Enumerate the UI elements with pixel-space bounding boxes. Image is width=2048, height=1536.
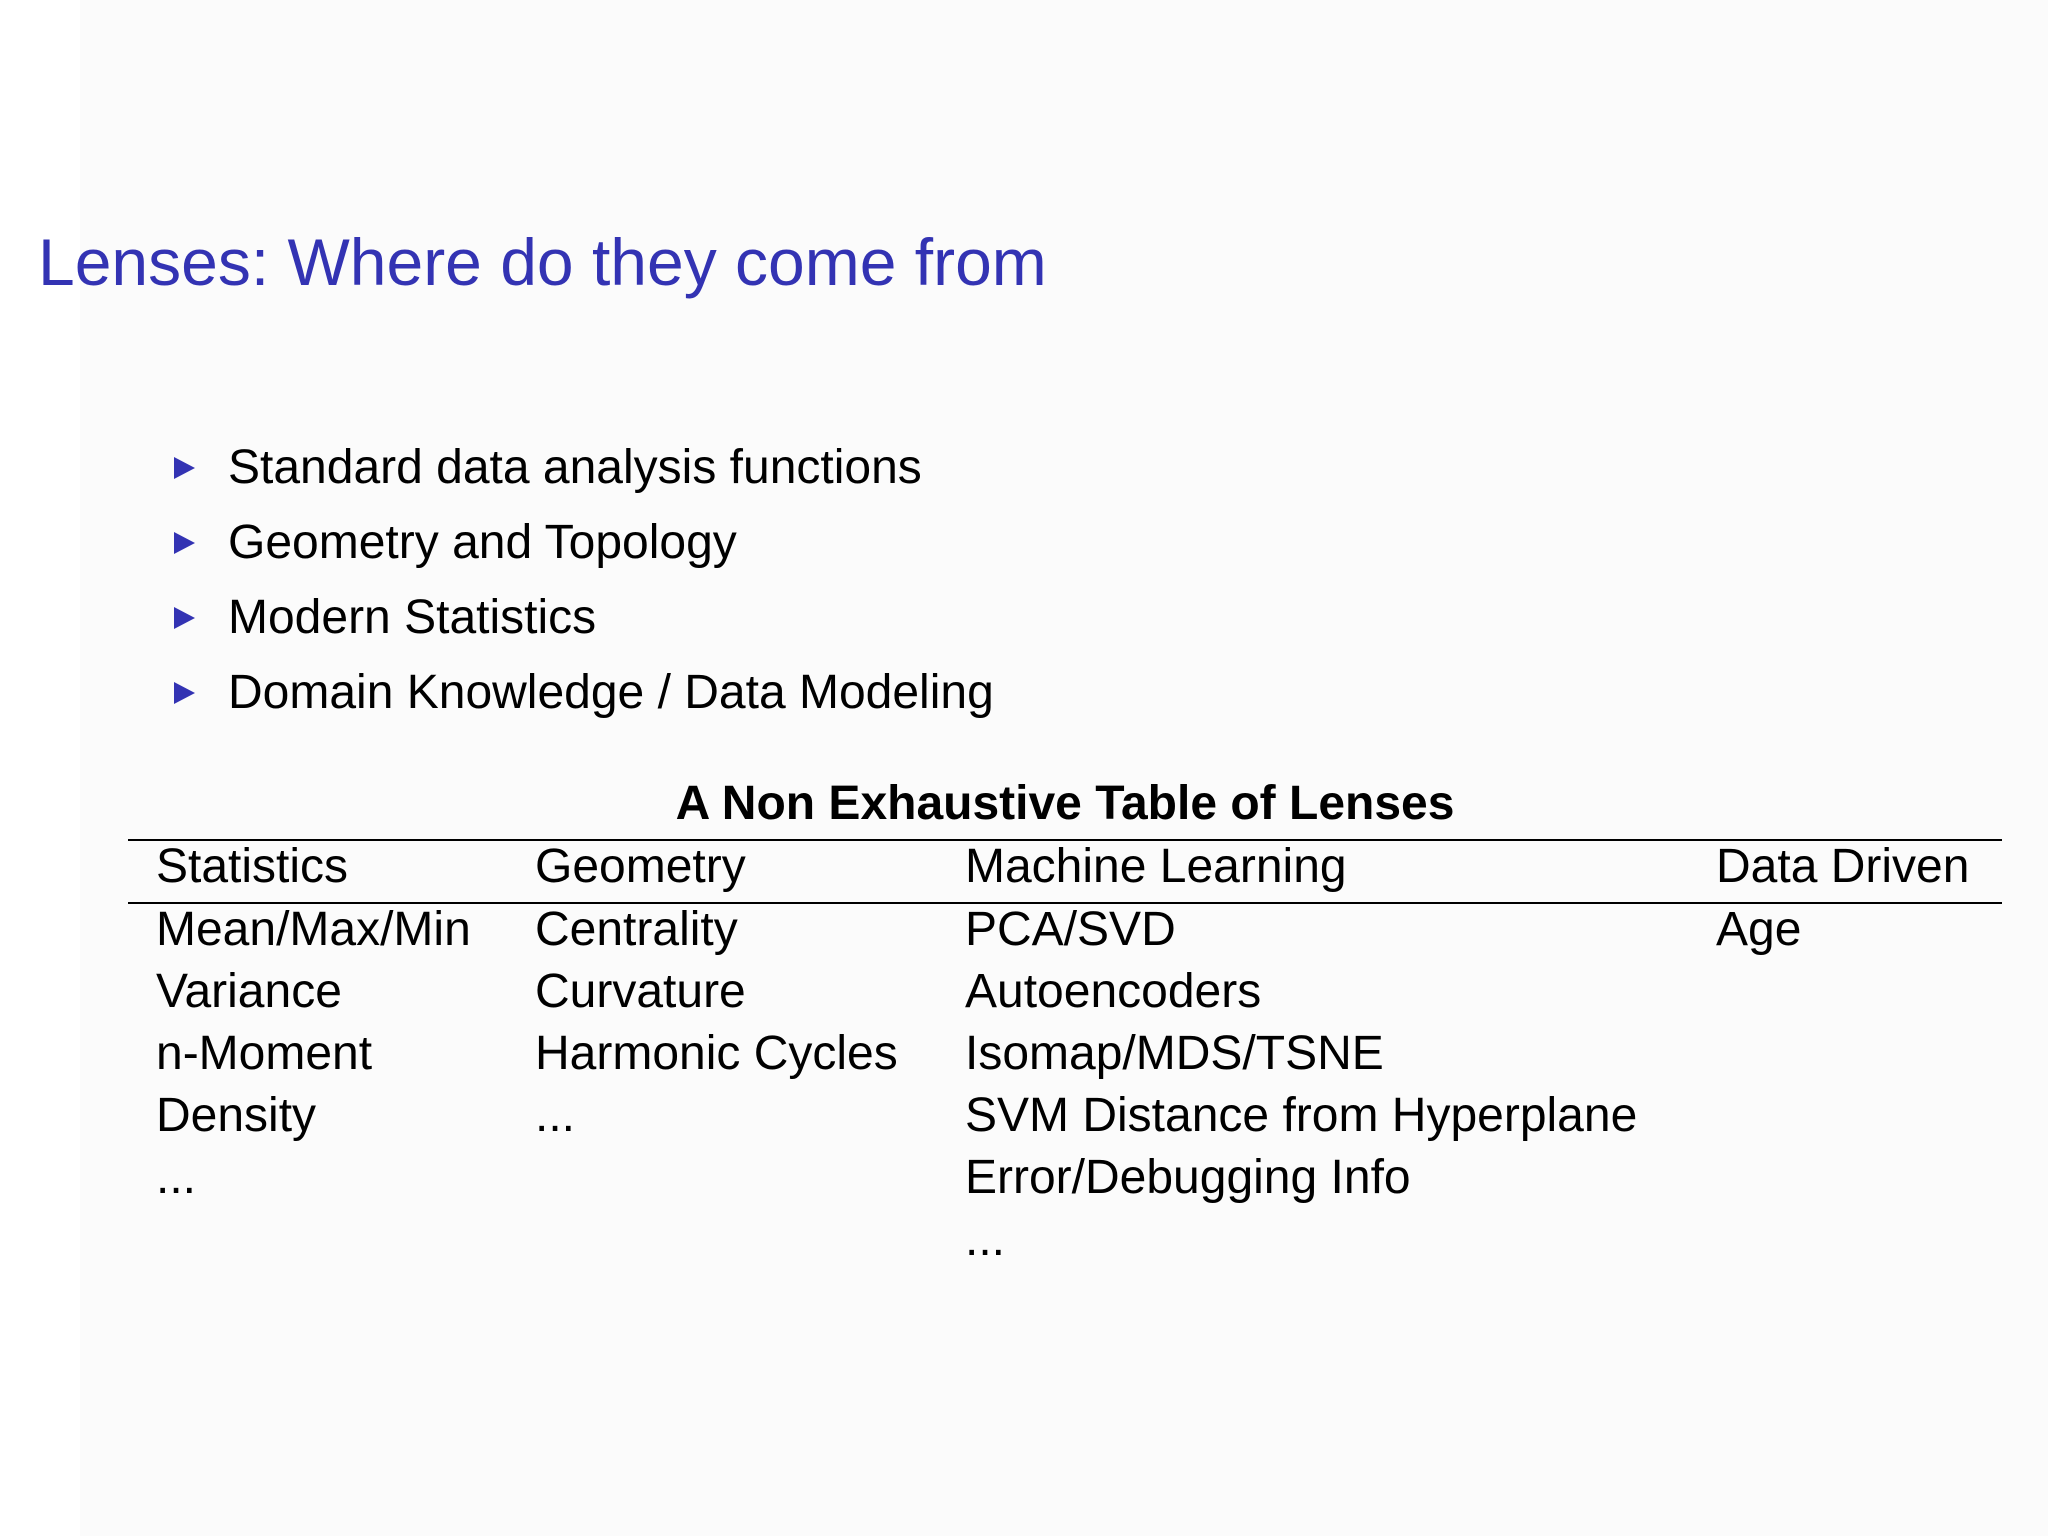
table-header-geometry: Geometry: [535, 840, 746, 893]
table-cell: PCA/SVD: [965, 903, 1176, 956]
table-cell: ...: [965, 1213, 1006, 1266]
triangle-right-icon: [174, 457, 195, 479]
table-cell: Age: [1716, 903, 1802, 956]
table-cell: Curvature: [535, 965, 746, 1018]
table-header-machine-learning: Machine Learning: [965, 840, 1347, 893]
bullet-text: Geometry and Topology: [228, 516, 737, 569]
table-cell: Variance: [156, 965, 342, 1018]
table-header-statistics: Statistics: [156, 840, 349, 893]
triangle-right-icon: [174, 607, 195, 629]
table-cell: Autoencoders: [965, 965, 1262, 1018]
triangle-right-icon: [174, 682, 195, 704]
bullet-text: Domain Knowledge / Data Modeling: [228, 666, 994, 719]
triangle-right-icon: [174, 532, 195, 554]
table-cell: Isomap/MDS/TSNE: [965, 1027, 1384, 1080]
table-header-data-driven: Data Driven: [1716, 840, 1970, 893]
bullet-text: Standard data analysis functions: [228, 441, 922, 494]
table-cell: SVM Distance from Hyperplane: [965, 1089, 1638, 1142]
table-cell: n-Moment: [156, 1027, 373, 1080]
table-cell: ...: [156, 1151, 197, 1204]
table-cell: Density: [156, 1089, 317, 1142]
table-cell: Harmonic Cycles: [535, 1027, 898, 1080]
bullet-text: Modern Statistics: [228, 591, 597, 644]
table-cell: ...: [535, 1089, 576, 1142]
table-caption: A Non Exhaustive Table of Lenses: [675, 777, 1455, 830]
table-cell: Mean/Max/Min: [156, 903, 471, 956]
table-cell: Error/Debugging Info: [965, 1151, 1411, 1204]
slide-title: Lenses: Where do they come from: [38, 225, 1047, 299]
table-cell: Centrality: [535, 903, 738, 956]
